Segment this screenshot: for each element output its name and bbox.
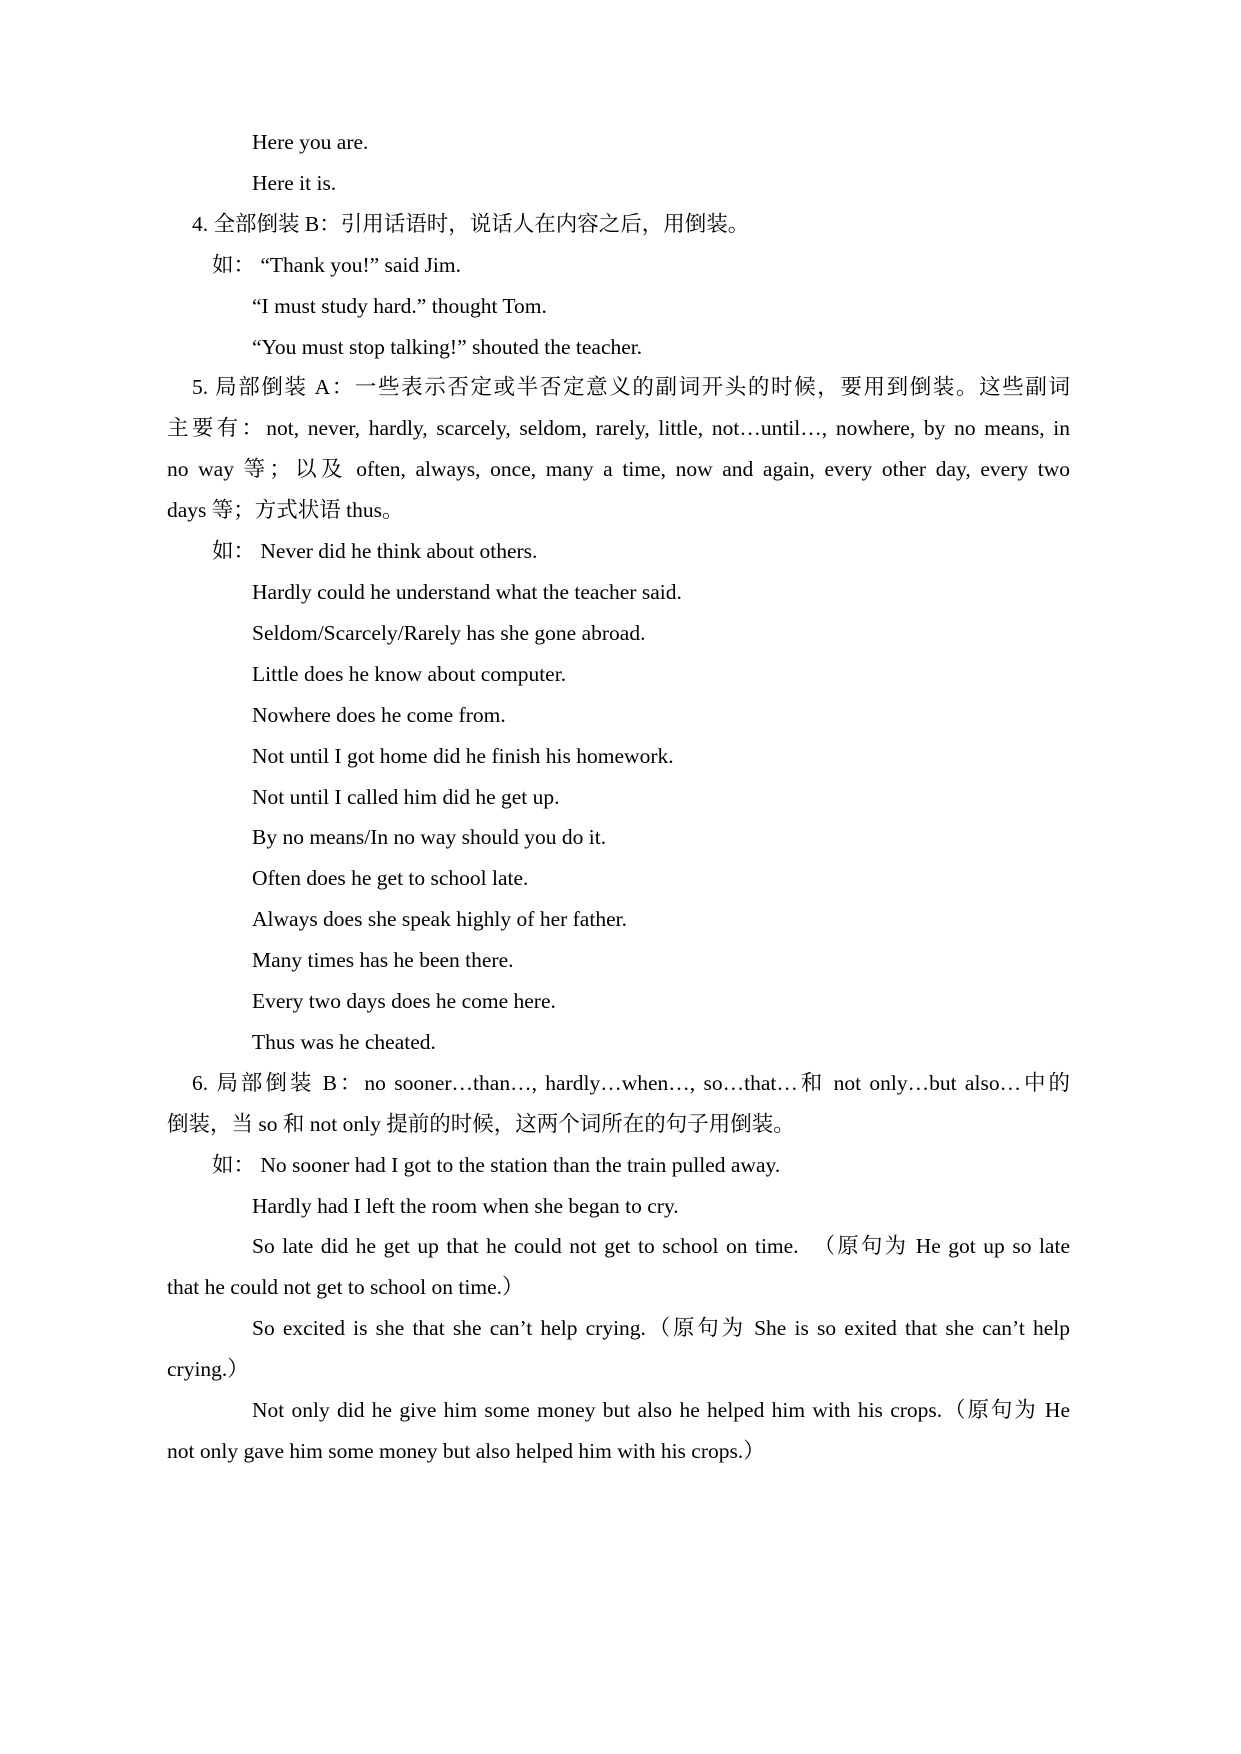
text-line: 如： “Thank you!” said Jim. [212, 252, 461, 277]
text-line: Thus was he cheated. [252, 1029, 436, 1054]
text-line: Every two days does he come here. [252, 989, 556, 1014]
text-line: Many times has he been there. [252, 948, 514, 973]
text-line: 如： No sooner had I got to the station than the train pulled away. [212, 1152, 781, 1177]
text-line: Little does he know about computer. [252, 661, 567, 686]
text-line: Here you are. [252, 130, 369, 154]
text-line: 如： Never did he think about others. [212, 539, 538, 564]
text-line: By no means/In no way should you do it. [252, 825, 607, 850]
text-line: crying.） [167, 1357, 249, 1382]
text-line: days 等；方式状语 thus。 [167, 498, 404, 523]
text-line: Here it is. [252, 170, 337, 195]
text-line: 主要有：not, never, hardly, scarcely, seldom, rarely, little, not…until…, nowhere, by no means, in [167, 416, 1070, 441]
text-line: that he could not get to school on time.） [167, 1275, 524, 1300]
text-line: Not only did he give him some money but also he helped him with his crops.（原句为 He [252, 1398, 1070, 1423]
text-line: “I must study hard.” thought Tom. [252, 293, 547, 318]
text-line: So excited is she that she can’t help crying.（原句为 She is so exited that she can’t help [252, 1316, 1070, 1341]
text-line: Not until I called him did he get up. [252, 784, 560, 809]
text-line: Often does he get to school late. [252, 866, 529, 891]
text-line: Hardly had I left the room when she began to cry. [252, 1193, 679, 1218]
text-line: So late did he get up that he could not get to school on time. （原句为 He got up so late [252, 1234, 1070, 1259]
text-line: 4. 全部倒装 B：引用话语时，说话人在内容之后，用倒装。 [192, 211, 750, 236]
document-body [167, 122, 1070, 1472]
text-line: 倒装，当 so 和 not only 提前的时候，这两个词所在的句子用倒装。 [167, 1111, 795, 1136]
text-line: 5. 局部倒装 A：一些表示否定或半否定意义的副词开头的时候，要用到倒装。这些副词 [192, 375, 1070, 400]
text-line: not only gave him some money but also helped him with his crops.） [167, 1439, 765, 1463]
text-line: Always does she speak highly of her father. [252, 907, 627, 932]
text-line: Not until I got home did he finish his homework. [252, 743, 674, 768]
text-line: Nowhere does he come from. [252, 702, 506, 727]
text-line: no way 等；以及 often, always, once, many a time, now and again, every other day, every two [167, 457, 1070, 482]
text-line: Hardly could he understand what the teacher said. [252, 579, 682, 604]
text-line: “You must stop talking!” shouted the teacher. [252, 334, 643, 359]
text-line: 6. 局部倒装 B：no sooner…than…, hardly…when…, so…that…和 not only…but also…中的 [192, 1070, 1070, 1095]
text-line: Seldom/Scarcely/Rarely has she gone abroad. [252, 620, 646, 645]
